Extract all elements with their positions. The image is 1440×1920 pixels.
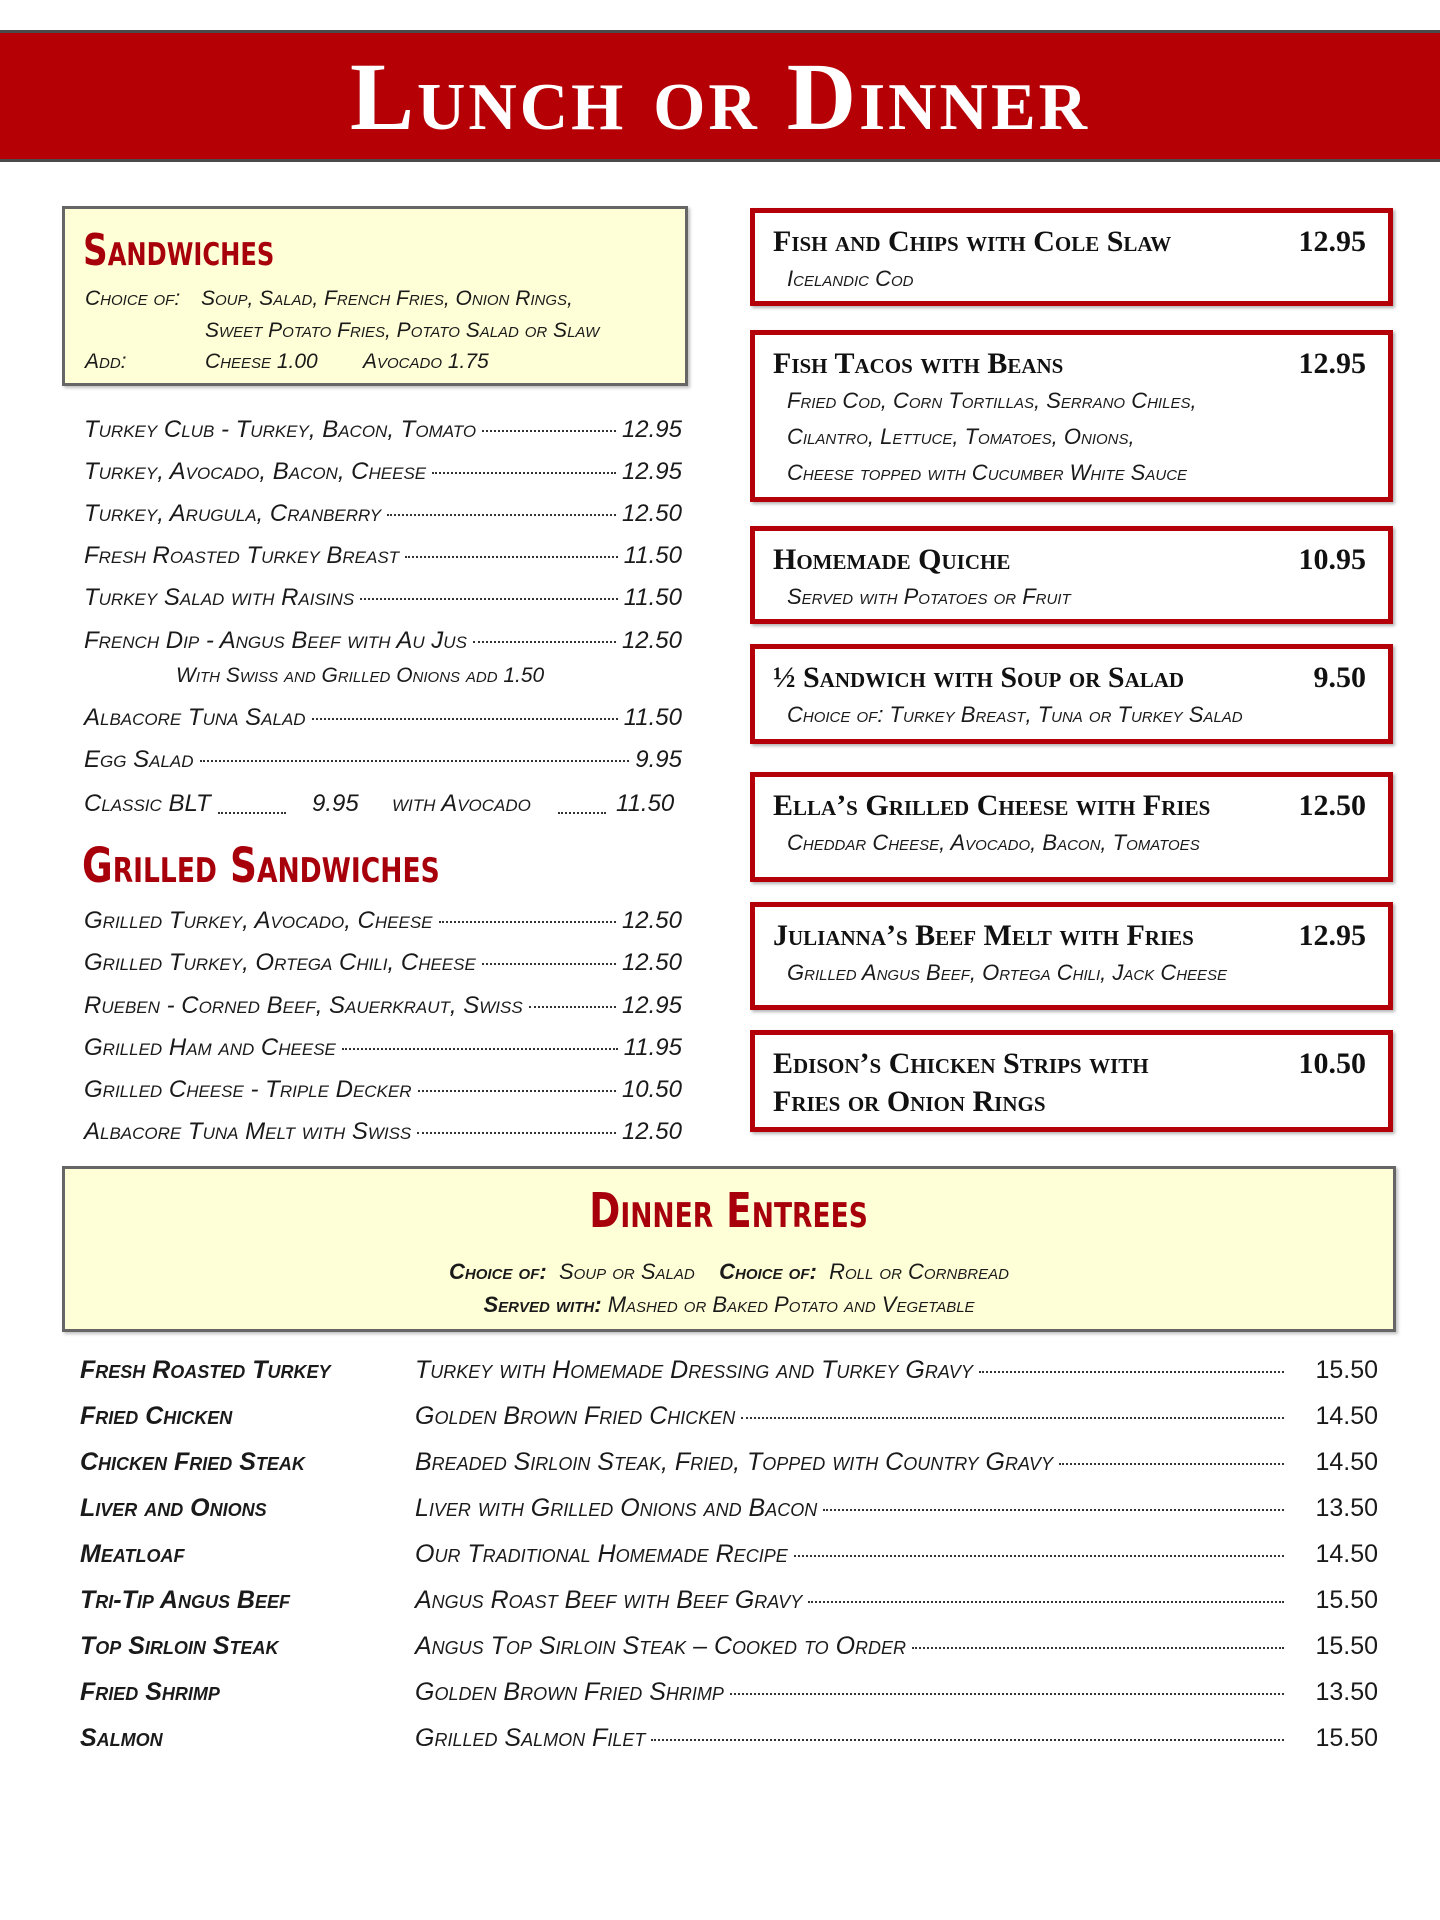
leader-dots [558,794,606,814]
item-price: 12.95 [621,992,682,1019]
entree-description [415,1356,1290,1385]
dinner-entrees-heading [65,1183,1393,1239]
entree-description [415,1678,1290,1707]
entree-price: 13.50 [1315,1678,1378,1706]
item-name: Albacore Tuna Melt with Swiss [84,1118,412,1145]
special-description: Cheese topped with Cucumber White Sauce [787,460,1188,485]
item-name: Turkey, Arugula, Cranberry [84,500,382,527]
entree-name: Fresh Roasted Turkey [80,1356,331,1384]
dinner-heading-text: Dinner Entrees [589,1183,869,1239]
menu-item-sandwich [84,746,682,776]
grilled-sandwiches-heading: Grilled Sandwiches [82,838,440,894]
leader-dots [439,921,616,923]
entree-desc-text: Angus Roast Beef with Beef Gravy [415,1586,803,1614]
special-price: 12.50 [1298,789,1366,822]
menu-item-grilled [84,1118,682,1148]
served-value: Mashed or Baked Potato and Vegetable [607,1292,975,1317]
dinner-choice-line [65,1259,1393,1285]
menu-item-grilled [84,1034,682,1064]
entree-price: 13.50 [1315,1494,1378,1522]
leader-dots [529,1006,616,1008]
menu-item-blt [84,790,682,820]
choice1-value: Soup or Salad [558,1259,695,1284]
entree-price: 14.50 [1315,1402,1378,1430]
special-price: 10.50 [1298,1047,1366,1080]
item-name: Grilled Ham and Cheese [84,1034,336,1061]
special-price: 9.50 [1313,661,1366,694]
choice-line-1: Soup, Salad, French Fries, Onion Rings, [201,287,573,310]
leader-dots [979,1371,1284,1373]
entree-price: 15.50 [1315,1356,1378,1384]
add-label: Add: [85,350,127,373]
menu-item-sandwich [84,458,682,488]
special-box [750,330,1393,502]
entree-name: Liver and Onions [80,1494,267,1522]
item-price: 9.95 [312,790,359,817]
choice-label: Choice of: [85,287,181,310]
sandwiches-info-box [62,206,688,386]
leader-dots [432,472,616,474]
entree-price: 14.50 [1315,1540,1378,1568]
entree-desc-text: Golden Brown Fried Shrimp [415,1678,724,1706]
entree-price: 14.50 [1315,1448,1378,1476]
entree-description [415,1586,1290,1615]
special-description: Cheddar Cheese, Avocado, Bacon, Tomatoes [787,830,1200,855]
special-title: Edison’s Chicken Strips with [773,1047,1149,1080]
special-price: 12.95 [1298,225,1366,258]
item-price: 12.95 [621,458,682,485]
entree-desc-text: Angus Top Sirloin Steak – Cooked to Order [415,1632,907,1660]
entree-row [80,1402,1378,1438]
entree-name: Meatloaf [80,1540,185,1568]
leader-dots [312,718,618,720]
dinner-entrees-box [62,1166,1396,1332]
special-box [750,208,1393,306]
menu-item-grilled [84,992,682,1022]
item-price: 9.95 [635,746,682,773]
item-price: 12.95 [621,416,682,443]
add-cheese: Cheese 1.00 [205,350,318,373]
entree-description [415,1724,1290,1753]
menu-item-sandwich [84,704,682,734]
title-banner [0,30,1440,162]
leader-dots [218,794,286,814]
menu-item-grilled [84,1076,682,1106]
menu-item-grilled [84,907,682,937]
item-name: Albacore Tuna Salad [84,704,306,731]
leader-dots [200,760,630,762]
dinner-served-line [65,1292,1393,1318]
entree-price: 15.50 [1315,1586,1378,1614]
leader-dots [473,641,616,643]
special-price: 12.95 [1298,347,1366,380]
menu-item-sandwich [84,542,682,572]
entree-name: Salmon [80,1724,163,1752]
special-box [750,526,1393,624]
leader-dots [342,1048,618,1050]
entree-row [80,1678,1378,1714]
item-price: 12.50 [621,949,682,976]
entree-description [415,1632,1290,1661]
special-box [750,902,1393,1010]
special-box [750,644,1393,744]
entree-row [80,1632,1378,1668]
choice-line-2: Sweet Potato Fries, Potato Salad or Slaw [205,319,600,342]
entree-desc-text: Our Traditional Homemade Recipe [415,1540,788,1568]
special-title: Julianna’s Beef Melt with Fries [773,919,1194,952]
entree-name: Top Sirloin Steak [80,1632,279,1660]
item-price: 11.50 [623,542,682,569]
leader-dots [741,1417,1284,1419]
special-title: Fish Tacos with Beans [773,347,1064,380]
special-description: Icelandic Cod [787,266,914,291]
leader-dots [808,1601,1284,1603]
leader-dots [1059,1463,1284,1465]
entree-row [80,1586,1378,1622]
leader-dots [482,430,616,432]
add-avocado: Avocado 1.75 [363,350,489,373]
leader-dots [823,1509,1284,1511]
special-description: Served with Potatoes or Fruit [787,584,1071,609]
leader-dots [405,556,618,558]
entree-description [415,1402,1290,1431]
item-price: 12.50 [621,500,682,527]
leader-dots [418,1090,616,1092]
item-name: Grilled Cheese - Triple Decker [84,1076,412,1103]
special-title: Ella’s Grilled Cheese with Fries [773,789,1211,822]
leader-dots [912,1647,1284,1649]
menu-item-sandwich [84,416,682,446]
entree-desc-text: Turkey with Homemade Dressing and Turkey Gravy [415,1356,973,1384]
sandwiches-heading: Sandwiches [83,225,275,276]
entree-row [80,1724,1378,1760]
special-price: 10.95 [1298,543,1366,576]
entree-row [80,1448,1378,1484]
entree-row [80,1494,1378,1530]
item-name: Turkey Salad with Raisins [84,584,355,611]
choice2-value: Roll or Cornbread [829,1259,1009,1284]
avocado-price: 11.50 [616,790,675,817]
avocado-label: with Avocado [392,790,531,817]
special-box [750,1030,1393,1132]
item-price: 12.50 [621,1118,682,1145]
entree-desc-text: Liver with Grilled Onions and Bacon [415,1494,818,1522]
special-description: Cilantro, Lettuce, Tomatoes, Onions, [787,424,1135,449]
french-dip-note: With Swiss and Grilled Onions add 1.50 [176,664,545,687]
leader-dots [651,1739,1284,1741]
special-title: Fish and Chips with Cole Slaw [773,225,1172,258]
item-name: Classic BLT [84,790,211,817]
item-price: 11.50 [623,584,682,611]
entree-price: 15.50 [1315,1724,1378,1752]
entree-description [415,1494,1290,1523]
item-name: Egg Salad [84,746,194,773]
item-price: 12.50 [621,907,682,934]
menu-item-sandwich [84,584,682,614]
entree-description [415,1448,1290,1477]
item-name: French Dip - Angus Beef with Au Jus [84,627,467,654]
entree-price: 15.50 [1315,1632,1378,1660]
entree-name: Fried Chicken [80,1402,233,1430]
item-price: 12.50 [621,627,682,654]
choice1-label: Choice of: [449,1259,547,1284]
special-title: Homemade Quiche [773,543,1011,576]
item-name: Rueben - Corned Beef, Sauerkraut, Swiss [84,992,523,1019]
entree-description [415,1540,1290,1569]
item-price: 11.50 [623,704,682,731]
special-description: Grilled Angus Beef, Ortega Chili, Jack Cheese [787,960,1228,985]
entree-row [80,1356,1378,1392]
served-label: Served with: [483,1292,602,1317]
entree-name: Chicken Fried Steak [80,1448,305,1476]
item-name: Turkey Club - Turkey, Bacon, Tomato [84,416,477,443]
special-title: ½ Sandwich with Soup or Salad [773,661,1185,694]
entree-desc-text: Grilled Salmon Filet [415,1724,646,1752]
item-name: Grilled Turkey, Ortega Chili, Cheese [84,949,476,976]
leader-dots [794,1555,1284,1557]
choice2-label: Choice of: [719,1259,817,1284]
leader-dots [482,963,616,965]
leader-dots [387,514,616,516]
entree-row [80,1540,1378,1576]
menu-item-sandwich [84,500,682,530]
menu-item-sandwich [84,627,682,657]
leader-dots [417,1132,616,1134]
special-box [750,772,1393,882]
item-name: Turkey, Avocado, Bacon, Cheese [84,458,427,485]
entree-name: Tri-Tip Angus Beef [80,1586,290,1614]
entree-desc-text: Golden Brown Fried Chicken [415,1402,736,1430]
item-name: Grilled Turkey, Avocado, Cheese [84,907,433,934]
leader-dots [360,598,618,600]
item-price: 10.50 [621,1076,682,1103]
entree-name: Fried Shrimp [80,1678,220,1706]
special-description: Choice of: Turkey Breast, Tuna or Turkey Salad [787,702,1243,727]
special-description: Fried Cod, Corn Tortillas, Serrano Chiles, [787,388,1197,413]
special-price: 12.95 [1298,919,1366,952]
special-title-line2: Fries or Onion Rings [773,1085,1046,1118]
entree-desc-text: Breaded Sirloin Steak, Fried, Topped with Country Gravy [415,1448,1053,1476]
item-price: 11.95 [623,1034,682,1061]
menu-item-grilled [84,949,682,979]
page-title: Lunch or Dinner [349,42,1091,150]
item-name: Fresh Roasted Turkey Breast [84,542,400,569]
leader-dots [730,1693,1284,1695]
